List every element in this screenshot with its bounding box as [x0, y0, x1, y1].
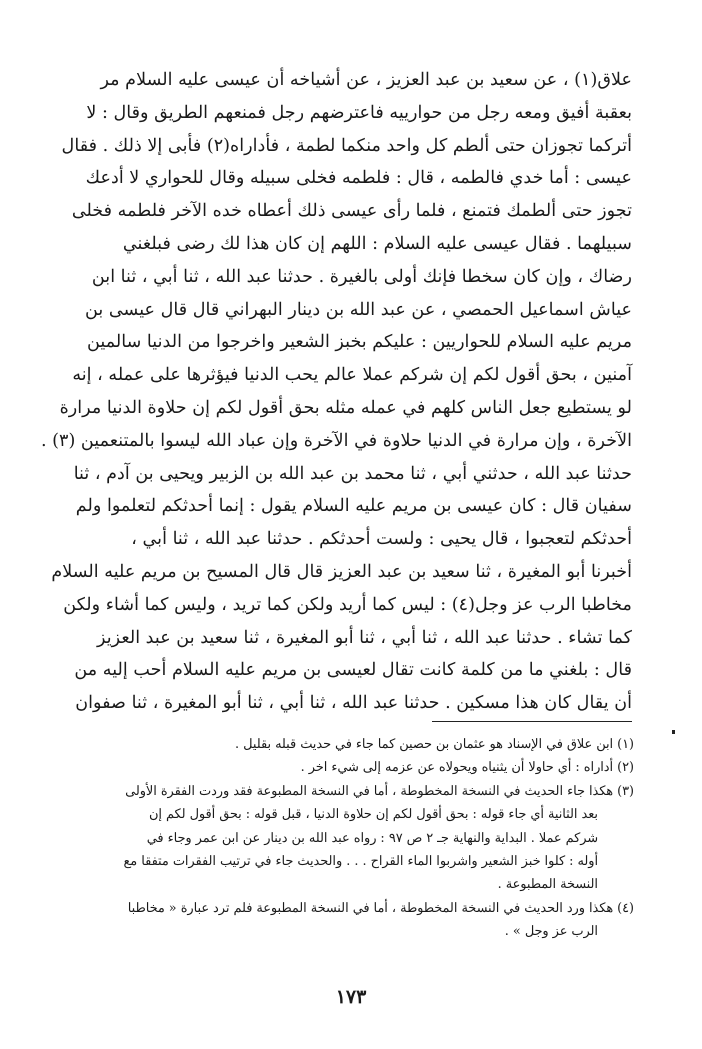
body-line: مخاطبا الرب عز وجل(٤) : ليس كما أريد ولكن كما تريد ، وليس كما أشاء ولكن	[63, 594, 632, 615]
body-line: عيسى : أما خدي فالطمه ، قال : فلطمه فخلى سبيله وقال للحواري لا أدعك	[85, 168, 632, 189]
body-line: أتركما تجوزان حتى ألطم كل واحد منكما لطمة ، فأداراه(٢) فأبى إلا ذلك . فقال	[61, 135, 632, 156]
body-line: أن يقال كان هذا مسكين . حدثنا عبد الله ، ثنا أبي ، ثنا أبو المغيرة ، ثنا صفوان	[75, 693, 632, 714]
footnote-line: (٤) هكذا ورد الحديث في النسخة المخطوطة ، أما في النسخة المطبوعة فلم ترد عبارة « مخاطبا	[127, 900, 634, 916]
footnote-line: الرب عز وجل » .	[504, 924, 598, 940]
body-line: عياش اسماعيل الحمصي ، عن عبد الله بن دينار البهراني قال قال عيسى بن	[84, 299, 632, 320]
body-line: لو يستطيع جعل الناس كلهم في عمله مثله بحق أقول لكم إن حلاوة الدنيا مرارة	[59, 397, 632, 418]
body-line: كما تشاء . حدثنا عبد الله ، ثنا أبي ، ثنا أبو المغيرة ، ثنا سعيد بن عبد العزيز	[97, 627, 632, 648]
body-line: بعقبة أفيق ومعه رجل من حوارييه فاعترضهم رجل فمنعهم الطريق وقال : لا	[86, 102, 632, 123]
footnote-separator	[432, 721, 632, 722]
body-line: حدثنا عبد الله ، حدثني أبي ، ثنا محمد بن عبد الله بن الزبير ويحيى بن آدم ، ثنا	[73, 463, 632, 484]
body-line: آمنين ، بحق أقول لكم إن شركم عملا عالم يحب الدنيا فيؤثرها على عمله ، إنه	[72, 365, 632, 386]
footnote-line: (٣) هكذا جاء الحديث في النسخة المخطوطة ، أما في النسخة المطبوعة فقد وردت الفقرة الأولى	[125, 783, 634, 799]
footnote-line: (١) ابن علاق في الإسناد هو عثمان بن حصين كما جاء في حديث قبله بقليل .	[235, 737, 634, 752]
page-number: ١٧٣	[335, 986, 367, 1008]
body-line: سفيان قال : كان عيسى بن مريم عليه السلام يقول : إنما أحدثكم لتعلموا ولم	[75, 496, 632, 517]
body-line: أخبرنا أبو المغيرة ، ثنا سعيد بن عبد العزيز قال قال المسيح بن مريم عليه السلام	[51, 561, 632, 582]
body-text	[40, 64, 632, 720]
footnote-line: أوله : كلوا خبز الشعير واشربوا الماء القراح . . . والحديث جاء في ترتيب الفقرات متفقا مع	[123, 853, 598, 869]
body-line: تجوز حتى ألطمك فتمنع ، فلما رأى عيسى ذلك أعطاه خده الآخر فلطمه فخلى	[71, 201, 632, 222]
footnote-line: النسخة المطبوعة .	[497, 877, 598, 893]
body-line: الآخرة ، وإن مرارة في الدنيا حلاوة في الآخرة وإن عباد الله ليسوا بالمتنعمين (٣) .	[40, 430, 632, 451]
body-line: مريم عليه السلام للحواريين : عليكم بخبز الشعير واخرجوا من الدنيا سالمين	[87, 332, 632, 353]
body-line: قال : بلغني ما من كلمة كانت تقال لعيسى بن مريم عليه السلام أحب إليه من	[74, 660, 632, 681]
body-line: أحدثكم لتعجبوا ، قال يحيى : ولست أحدثكم . حدثنا عبد الله ، ثنا أبي ،	[131, 529, 632, 550]
footnotes	[88, 733, 634, 944]
footnote-line: بعد الثانية أي جاء قوله : بحق أقول لكم إن حلاوة الدنيا ، قبل قوله : بحق أقول لكم إن	[149, 807, 598, 823]
footnote-line: (٢) أداراه : أي حاولا أن يثنياه ويحولاه عن عزمه إلى شيء اخر .	[300, 760, 634, 776]
body-line: رضاك ، وإن كان سخطا فإنك أولى بالغيرة . حدثنا عبد الله ، ثنا أبي ، ثنا ابن	[91, 266, 632, 287]
margin-mark	[672, 730, 675, 734]
footnote-line: شركم عملا . البداية والنهاية جـ ٢ ص ٩٧ : رواه عبد الله بن دينار عن ابن عمر وجاء في	[146, 830, 598, 846]
body-line: سبيلهما . فقال عيسى عليه السلام : اللهم إن كان هذا لك رضى فبلغني	[122, 233, 632, 254]
body-line: علاق(١) ، عن سعيد بن عبد العزيز ، عن أشياخه أن عيسى عليه السلام مر	[100, 70, 632, 90]
